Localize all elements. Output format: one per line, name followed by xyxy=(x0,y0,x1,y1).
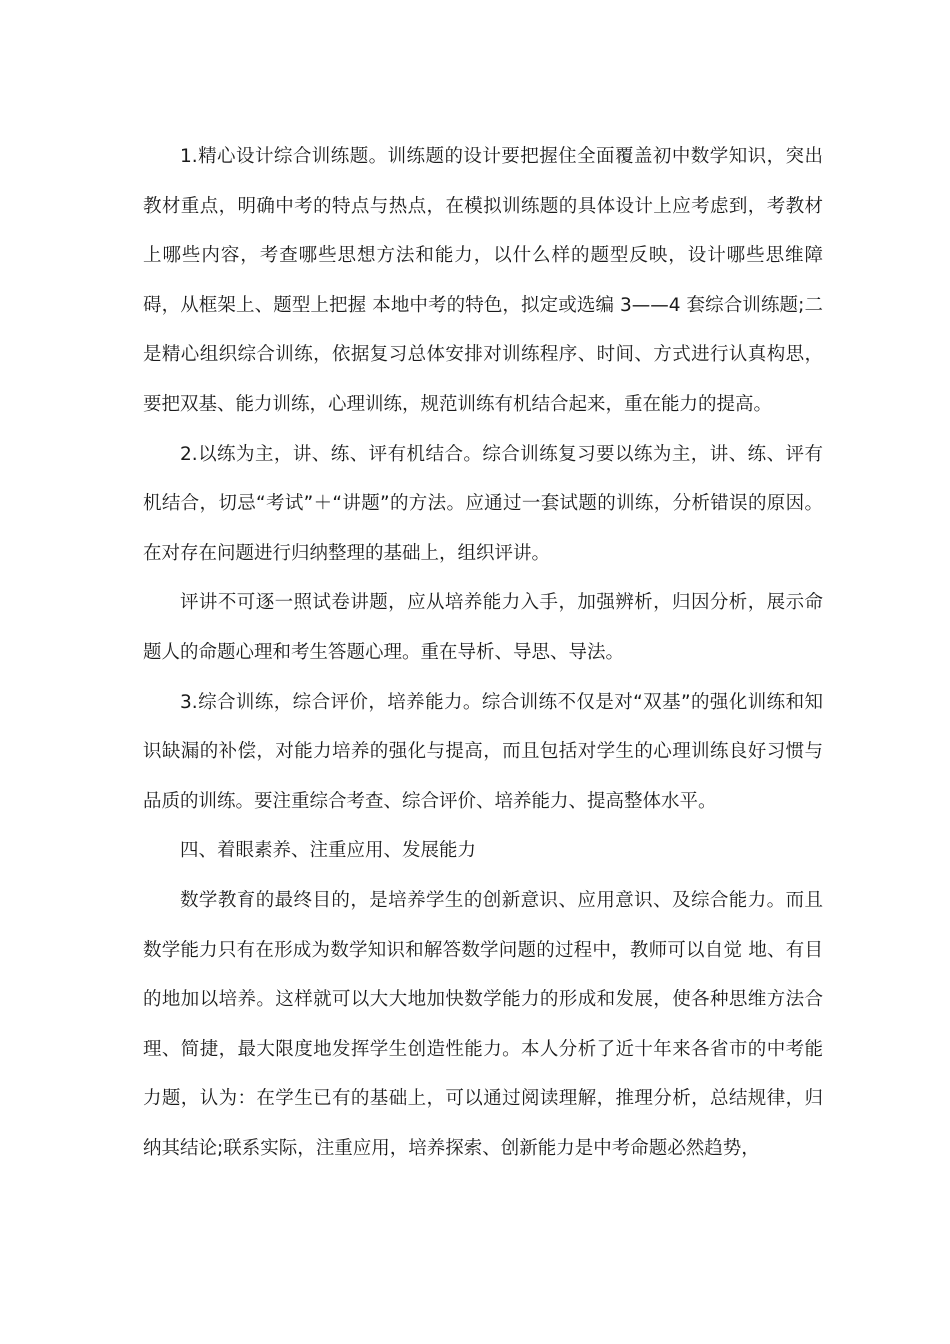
document-body xyxy=(143,132,823,1173)
section-heading-literacy: 四、着眼素养、注重应用、发展能力 xyxy=(180,840,477,862)
paragraph-practice-main: 2.以练为主，讲、练、评有机结合。综合训练复习要以练为主，讲、练、评有机结合，切忌“考试”＋“讲题”的方法。应通过一套试题的训练，分析错误的原因。在对存在问题进行归纳整理的基础上，组织评讲。 xyxy=(143,443,823,564)
paragraph-education-goal: 数学教育的最终目的，是培养学生的创新意识、应用意识、及综合能力。而且数学能力只有在形成为数学知识和解答数学问题的过程中，教师可以自觉 地、有目的地加以培养。这样就可以大大地加快数学能力的形成和发展，使各种思维方法合理、简捷，最大限度地发挥学生创造性能力。本人分析了近十年来各省市的中考能力题，认为：在学生已有的基础上，可以通过阅读理解，推理分析，总结规律，归纳其结论;联系实际，注重应用，培养探索、创新能力是中考命题必然趋势， xyxy=(143,889,823,1159)
paragraph-review-method: 评讲不可逐一照试卷讲题，应从培养能力入手，加强辨析，归因分析，展示命题人的命题心理和考生答题心理。重在导析、导思、导法。 xyxy=(143,592,823,663)
paragraph-comprehensive-evaluation: 3.综合训练，综合评价，培养能力。综合训练不仅是对“双基”的强化训练和知识缺漏的补偿，对能力培养的强化与提高，而且包括对学生的心理训练良好习惯与品质的训练。要注重综合考查、综合评价、培养能力、提高整体水平。 xyxy=(143,691,823,812)
paragraph-training-design: 1.精心设计综合训练题。训练题的设计要把握住全面覆盖初中数学知识，突出教材重点，明确中考的特点与热点，在模拟训练题的具体设计上应考虑到，考教材上哪些内容，考查哪些思想方法和能力，以什么样的题型反映，设计哪些思维障碍，从框架上、题型上把握 本地中考的特色，拟定或选编 3——4 套综合训练题;二是精心组织综合训练，依据复习总体安排对训练程序、时间、方式进行认真构思，要把双基、能力训练，心理训练，规范训练有机结合起来，重在能力的提高。 xyxy=(143,146,823,415)
